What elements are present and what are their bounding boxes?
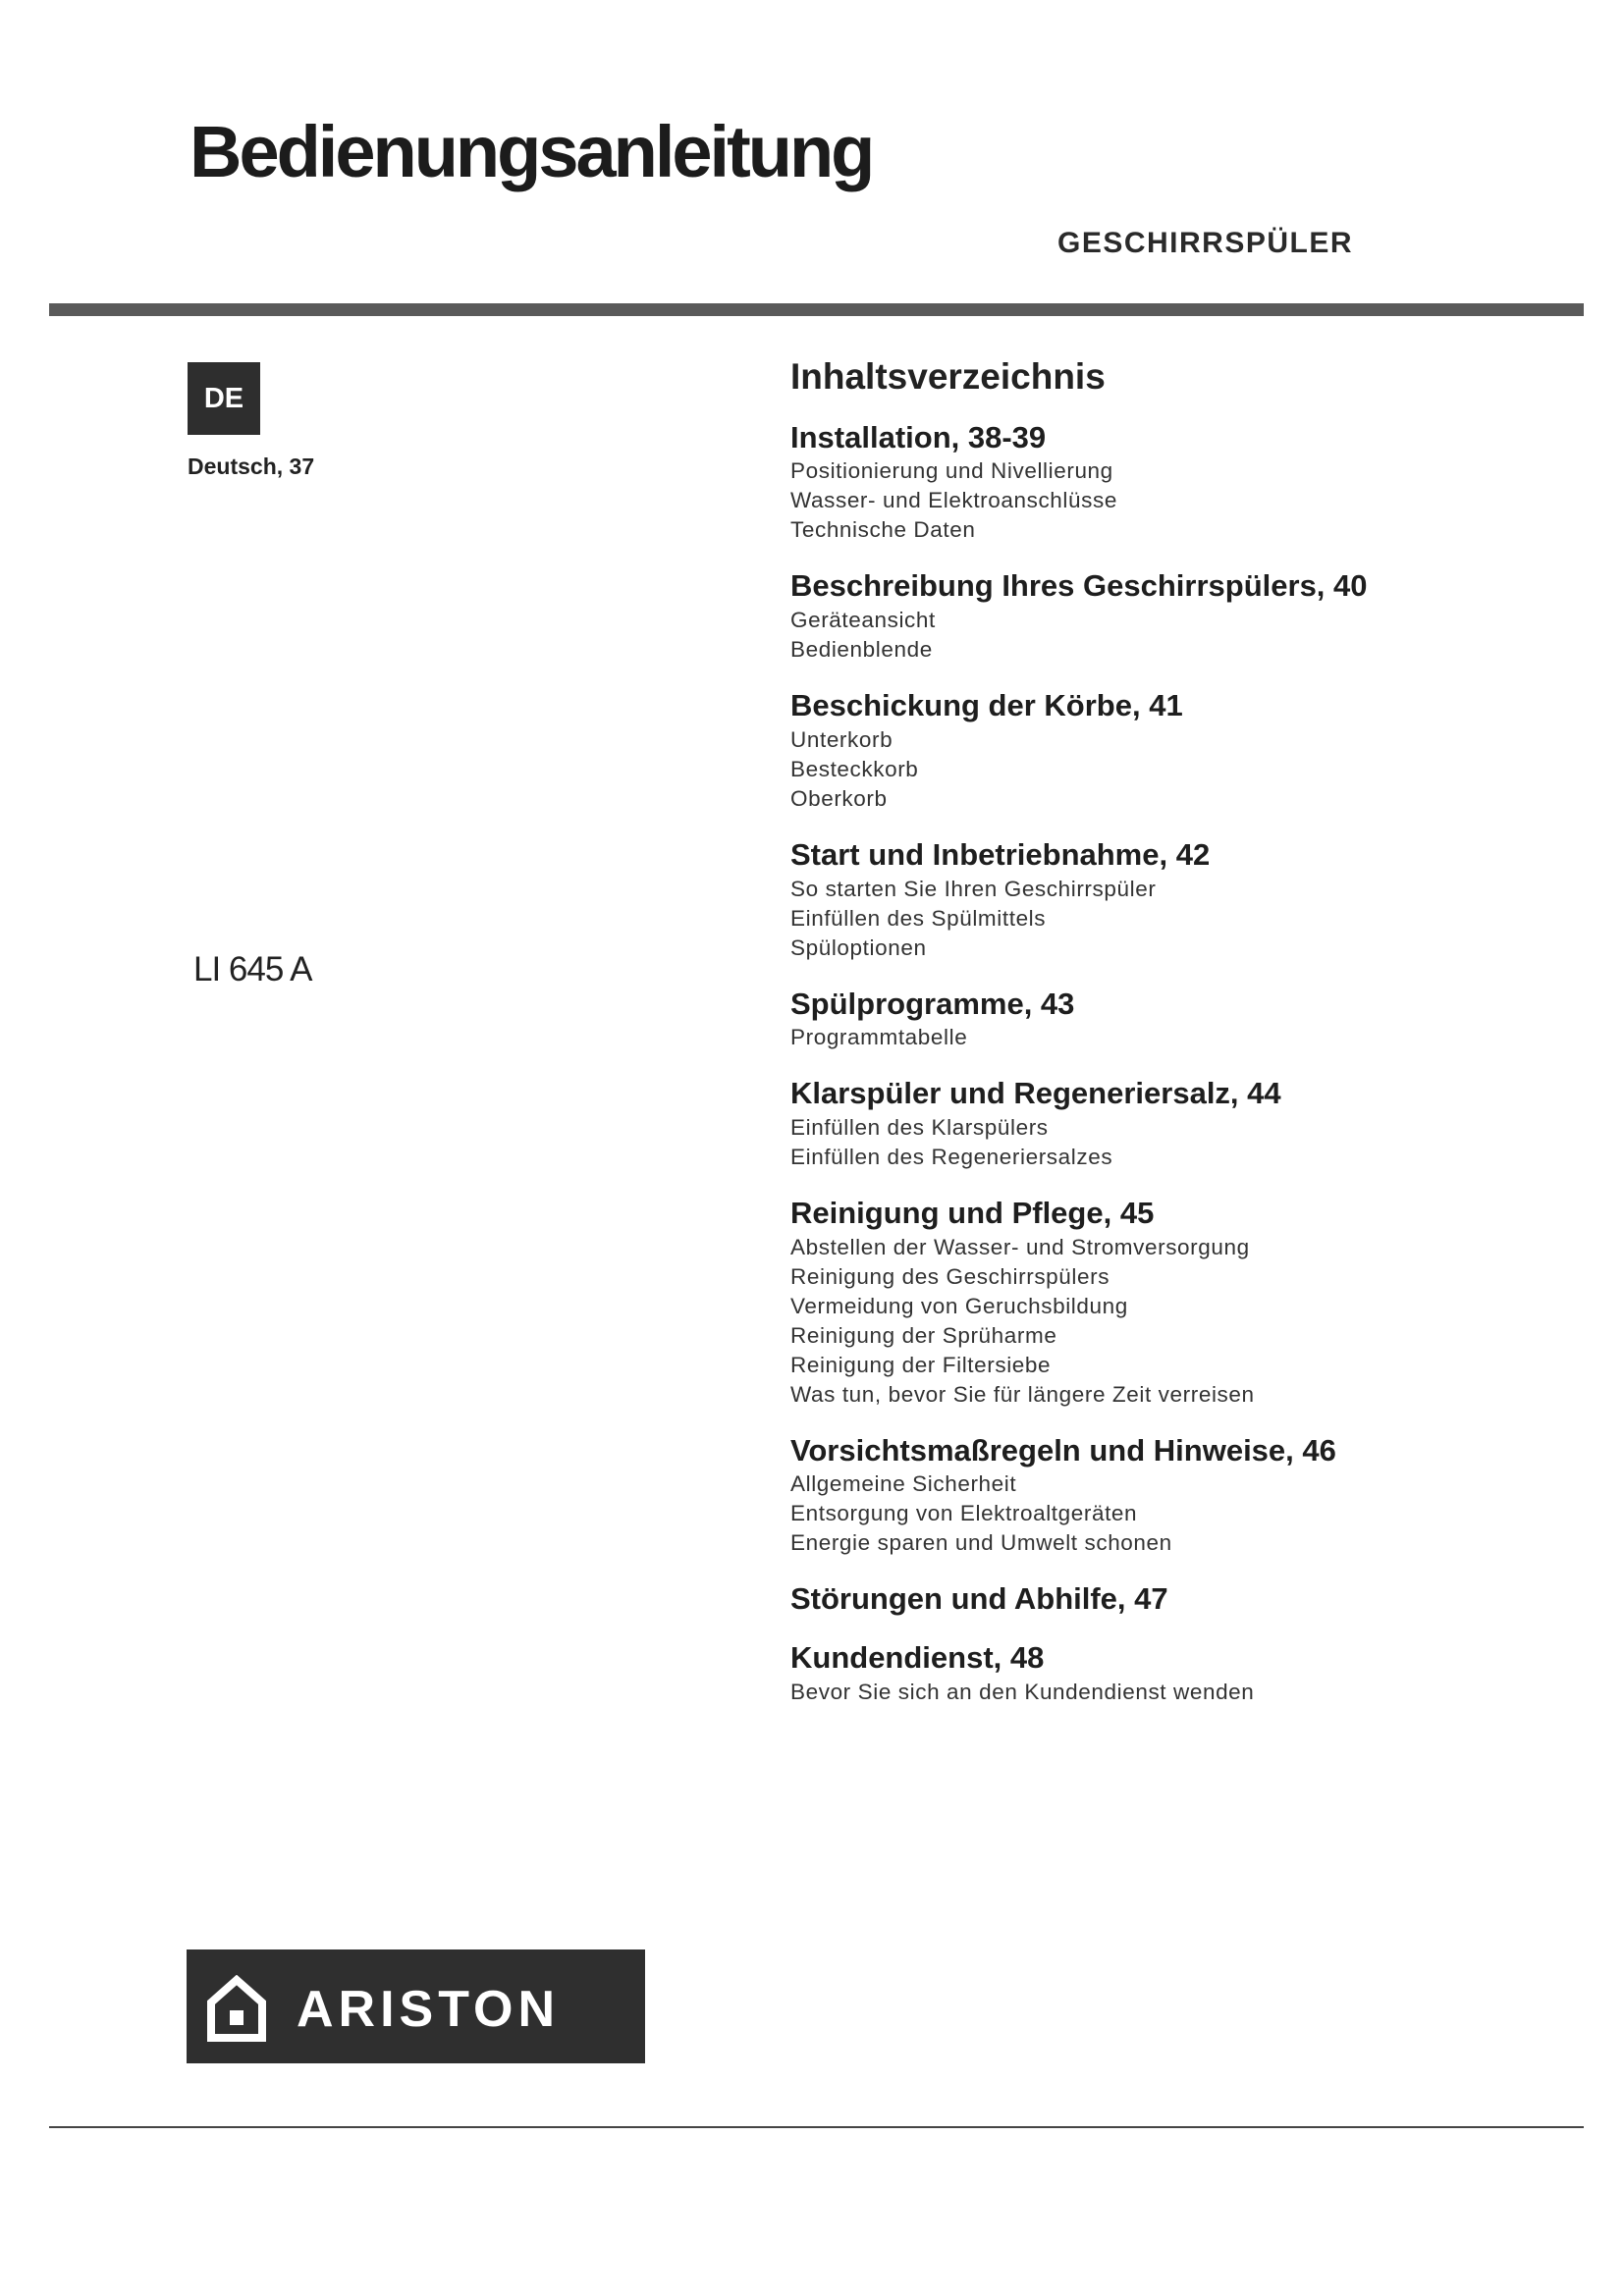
toc-section-title: Installation, 38-39 — [790, 419, 1047, 454]
toc-section-title: Klarspüler und Regeneriersalz, 44 — [790, 1076, 1281, 1111]
toc-section-title: Beschreibung Ihres Geschirrspülers, 40 — [790, 568, 1368, 604]
toc-section — [790, 1434, 1556, 1559]
toc-subitem: Reinigung des Geschirrspülers — [790, 1263, 1110, 1289]
toc-subitem: Vermeidung von Geruchsbildung — [790, 1293, 1128, 1318]
toc-subitem: Bevor Sie sich an den Kundendienst wenden — [790, 1679, 1255, 1704]
toc-subitem: Wasser- und Elektroanschlüsse — [790, 488, 1117, 513]
table-of-contents — [790, 357, 1556, 1732]
brand-name: ARISTON — [297, 1981, 561, 2038]
toc-subitem: So starten Sie Ihren Geschirrspüler — [790, 876, 1157, 901]
language-caption: Deutsch, 37 — [188, 454, 315, 479]
toc-subitem: Programmtabelle — [790, 1025, 968, 1050]
toc-subitem: Energie sparen und Umwelt schonen — [790, 1530, 1172, 1556]
toc-sections — [790, 421, 1556, 1707]
toc-section — [790, 569, 1556, 665]
toc-subitem: Reinigung der Sprüharme — [790, 1322, 1057, 1348]
toc-section — [790, 1582, 1556, 1617]
toc-section-title: Störungen und Abhilfe, 47 — [790, 1581, 1168, 1617]
toc-section-title: Beschickung der Körbe, 41 — [790, 688, 1183, 723]
toc-subitem: Entsorgung von Elektroaltgeräten — [790, 1501, 1138, 1526]
brand-logo — [187, 1949, 645, 2063]
toc-subitem: Reinigung der Filtersiebe — [790, 1352, 1052, 1377]
toc-subitem: Besteckkorb — [790, 756, 919, 781]
toc-subitem: Oberkorb — [790, 785, 888, 811]
toc-section — [790, 1641, 1556, 1707]
toc-subitem: Bedienblende — [790, 637, 933, 663]
toc-subitem: Unterkorb — [790, 726, 893, 752]
toc-subitem: Spüloptionen — [790, 934, 927, 960]
toc-subitem: Abstellen der Wasser- und Stromversorgung — [790, 1234, 1250, 1259]
toc-section-title: Vorsichtsmaßregeln und Hinweise, 46 — [790, 1432, 1336, 1468]
footer-divider — [49, 2126, 1584, 2128]
house-icon — [206, 1975, 267, 2044]
toc-subitem: Geräteansicht — [790, 608, 936, 633]
page-title: Bedienungsanleitung — [189, 111, 873, 192]
toc-section-title: Start und Inbetriebnahme, 42 — [790, 836, 1211, 872]
toc-section — [790, 1077, 1556, 1172]
toc-subitem: Einfüllen des Regeneriersalzes — [790, 1145, 1113, 1169]
toc-subitem: Technische Daten — [790, 517, 976, 543]
product-category: GESCHIRRSPÜLER — [1057, 227, 1354, 259]
language-badge: DE — [188, 362, 260, 435]
toc-section — [790, 421, 1556, 546]
toc-section-title: Spülprogramme, 43 — [790, 986, 1075, 1021]
toc-section — [790, 988, 1556, 1053]
toc-subitem: Einfüllen des Klarspülers — [790, 1115, 1049, 1140]
toc-heading: Inhaltsverzeichnis — [790, 356, 1106, 397]
toc-section-title: Kundendienst, 48 — [790, 1640, 1045, 1676]
toc-section — [790, 1197, 1556, 1410]
toc-section — [790, 838, 1556, 963]
model-number: LI 645 A — [193, 950, 312, 988]
header-divider — [49, 303, 1584, 316]
toc-subitem: Einfüllen des Spülmittels — [790, 905, 1047, 931]
toc-subitem: Allgemeine Sicherheit — [790, 1471, 1017, 1497]
toc-subitem: Was tun, bevor Sie für längere Zeit verreisen — [790, 1381, 1255, 1407]
toc-section-title: Reinigung und Pflege, 45 — [790, 1196, 1155, 1230]
toc-subitem: Positionierung und Nivellierung — [790, 458, 1113, 484]
toc-section — [790, 689, 1556, 814]
